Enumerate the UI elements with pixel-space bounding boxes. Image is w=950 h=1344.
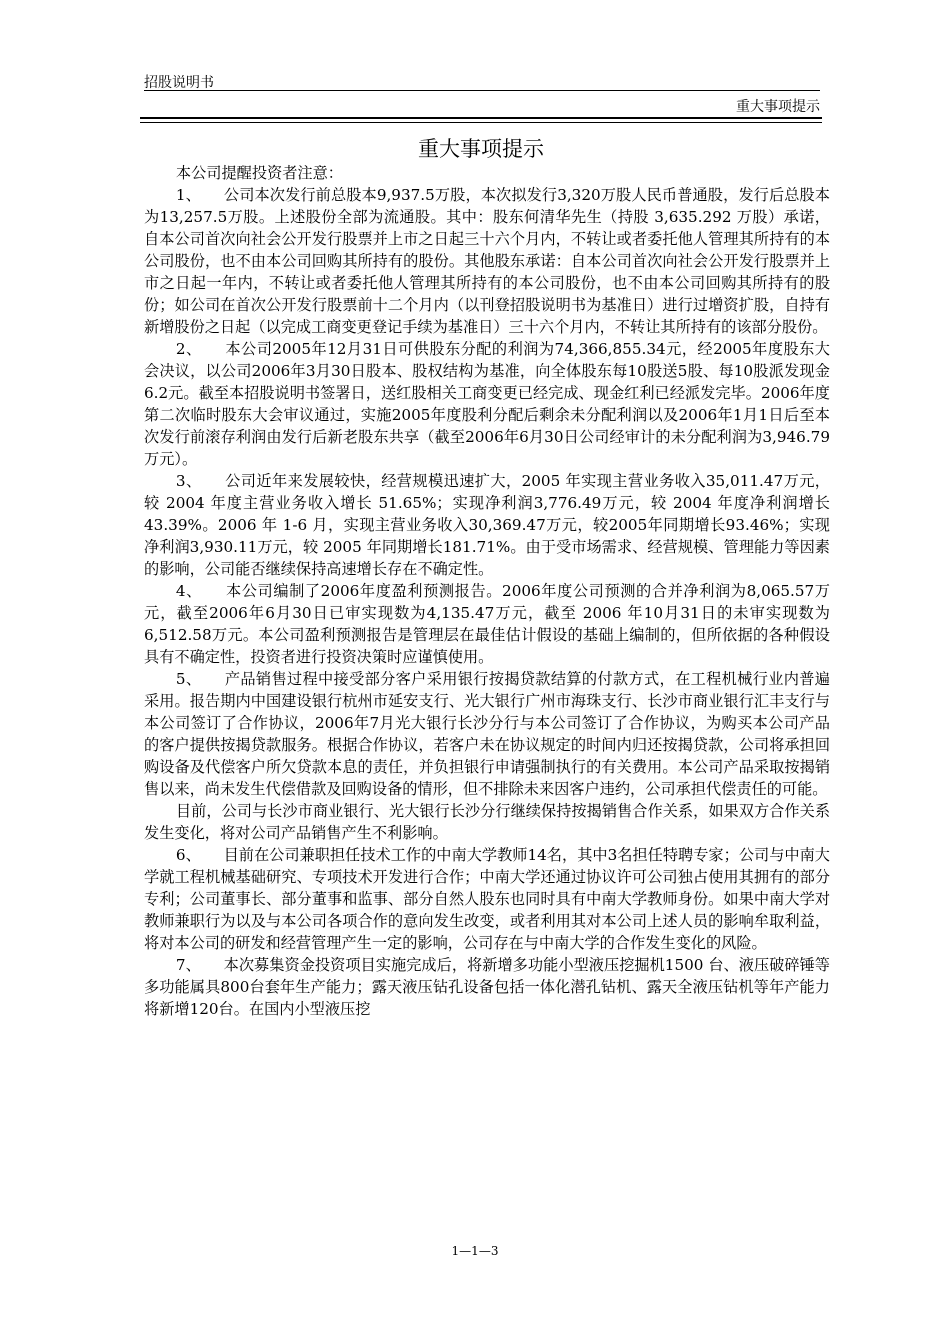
paragraph-7: 7、 本次募集资金投资项目实施完成后，将新增多功能小型液压挖掘机1500 台、液压破碎锤等多功能属具800台套年生产能力；露天液压钻孔设备包括一体化潜孔钻机、露天全液压钻机等年产能力将新增120台。在国内小型液压挖 xyxy=(144,956,830,1018)
paragraph-5: 5、 产品销售过程中接受部分客户采用银行按揭贷款结算的付款方式，在工程机械行业内普遍采用。报告期内中国建设银行杭州市延安支行、光大银行广州市海珠支行、长沙市商业银行汇丰支行与本公司签订了合作协议，2006年7月光大银行长沙分行与本公司签订了合作协议，为购买本公司产品的客户提供按揭贷款服务。根据合作协议，若客户未在协议规定的时间内归还按揭贷款，公司将承担回购设备及代偿客户所欠贷款本息的责任，并负担银行申请强制执行的有关费用。本公司产品采取按揭销售以来，尚未发生代偿借款及回购设备的情形，但不排除未来因客户违约，公司承担代偿责任的可能。 xyxy=(144,670,830,798)
page-number: 1—1—3 xyxy=(451,1244,499,1258)
intro-paragraph: 本公司提醒投资者注意： xyxy=(175,164,343,182)
paragraph-2: 2、 本公司2005年12月31日可供股东分配的利润为74,366,855.34元，经2005年度股东大会决议，以公司2006年3月30日股本、股权结构为基准，向全体股东每10股送5股、每10股派发现金6.2元。截至本招股说明书签署日，送红股相关工商变更已经完成、现金红利已经派发完毕。2006年度第二次临时股东大会审议通过，实施2005年度股利分配后剩余未分配利润以及2006年1月1日后至本次发行前滚存利润由发行后新老股东共享（截至2006年6月30日公司经审计的未分配利润为3,946.79万元）。 xyxy=(144,340,830,468)
document-body xyxy=(144,162,830,1020)
paragraph-6: 6、 目前在公司兼职担任技术工作的中南大学教师14名，其中3名担任特聘专家；公司与中南大学就工程机械基础研究、专项技术开发进行合作；中南大学还通过协议许可公司独占使用其拥有的部分专利；公司董事长、部分董事和监事、部分自然人股东也同时具有中南大学教师身份。如果中南大学对教师兼职行为以及与本公司各项合作的意向发生改变，或者利用其对本公司上述人员的影响牟取利益，将对本公司的研发和经营管理产生一定的影响，公司存在与中南大学的合作发生变化的风险。 xyxy=(144,846,830,952)
paragraph-4: 4、 本公司编制了2006年度盈利预测报告。2006年度公司预测的合并净利润为8,065.57万元，截至2006年6月30日已审实现数为4,135.47万元，截至 2006 年10月31日的未审实现数为6,512.58万元。本公司盈利预测报告是管理层在最佳估计假设的基础上编制的，但所依据的各种假设具有不确定性，投资者进行投资决策时应谨慎使用。 xyxy=(144,582,830,666)
header-document-name: 招股说明书 xyxy=(144,75,214,91)
header-double-rule xyxy=(140,122,822,123)
paragraph-5-continued: 目前，公司与长沙市商业银行、光大银行长沙分行继续保持按揭销售合作关系，如果双方合作关系发生变化，将对公司产品销售产生不利影响。 xyxy=(144,802,830,842)
header-thick-rule xyxy=(140,117,822,119)
page-title: 重大事项提示 xyxy=(418,137,544,161)
header-thin-rule xyxy=(144,90,820,91)
header-section-name: 重大事项提示 xyxy=(736,99,820,115)
paragraph-3: 3、 公司近年来发展较快，经营规模迅速扩大，2005 年实现主营业务收入35,011.47万元，较 2004 年度主营业务收入增长 51.65%；实现净利润3,776.49万元，较 2004 年度净利润增长 43.39%。2006 年 1-6 月，实现主营业务收入30,369.47万元，较2005年同期增长93.46%；实现净利润3,930.11万元，较 2005 年同期增长181.71%。由于受市场需求、经营规模、管理能力等因素的影响，公司能否继续保持高速增长存在不确定性。 xyxy=(144,472,830,578)
paragraph-1: 1、 公司本次发行前总股本9,937.5万股，本次拟发行3,320万股人民币普通股，发行后总股本为13,257.5万股。上述股份全部为流通股。其中：股东何清华先生（持股 3,635.292 万股）承诺，自本公司首次向社会公开发行股票并上市之日起三十六个月内，不转让或者委托他人管理其所持有的本公司股份，也不由本公司回购其所持有的股份。其他股东承诺：自本公司首次向社会公开发行股票并上市之日起一年内，不转让或者委托他人管理其所持有的本公司股份，也不由本公司回购其所持有的股份；如公司在首次公开发行股票前十二个月内（以刊登招股说明书为基准日）进行过增资扩股，自持有新增股份之日起（以完成工商变更登记手续为基准日）三十六个月内，不转让其所持有的该部分股份。 xyxy=(144,186,830,336)
